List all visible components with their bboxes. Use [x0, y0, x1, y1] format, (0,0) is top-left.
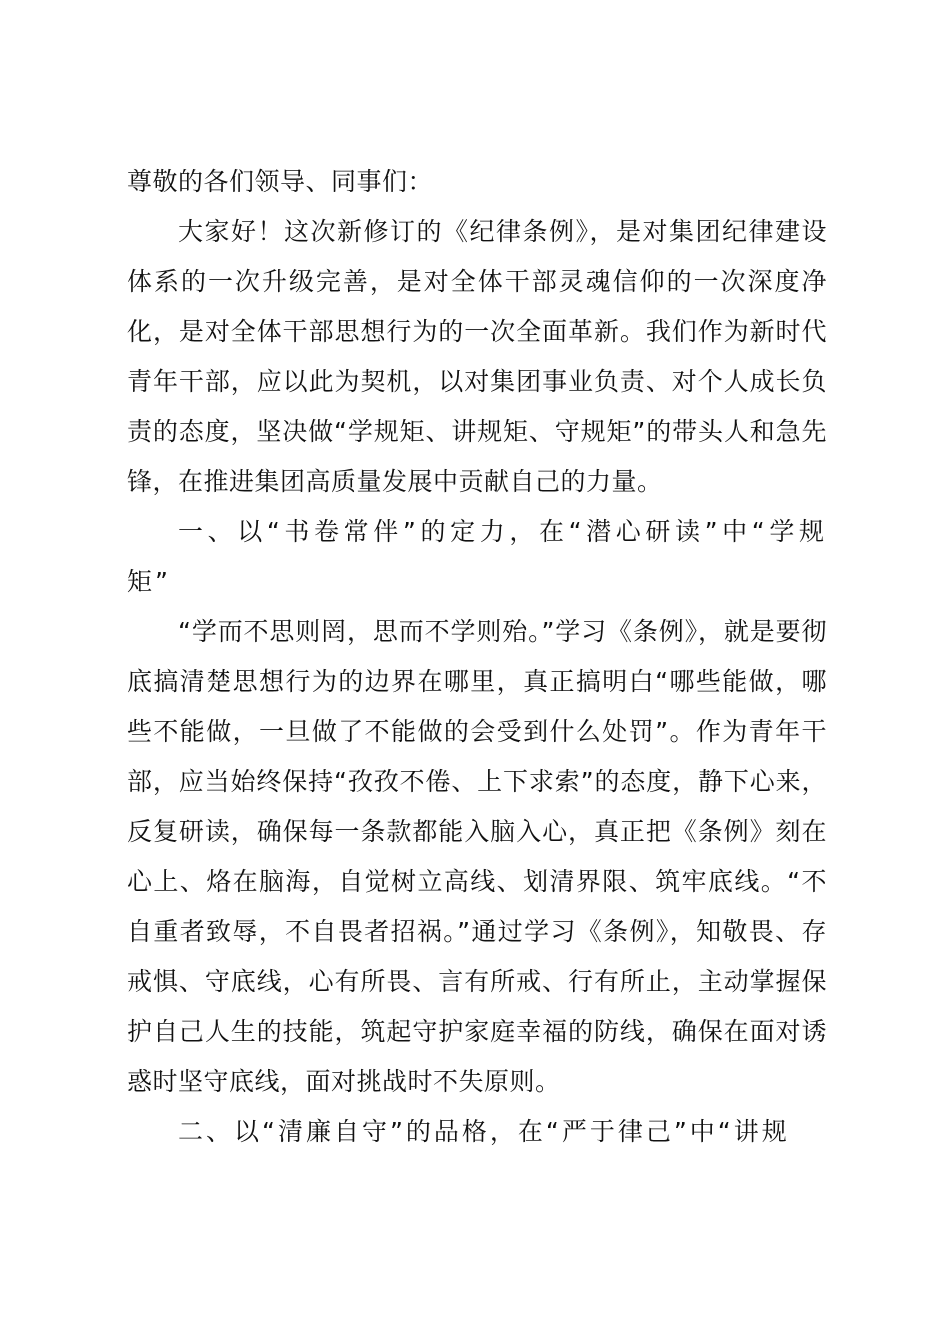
section-heading-2: 二、以“清廉自守”的品格，在“严于律己”中“讲规 [178, 1117, 790, 1146]
salutation: 尊敬的各们领导、同事们： [127, 167, 434, 196]
document-body [127, 157, 827, 1157]
section-heading-1: 一、以“书卷常伴”的定力，在“潜心研读”中“学规矩” [127, 517, 827, 596]
paragraph-intro: 大家好！这次新修订的《纪律条例》，是对集团纪律建设体系的一次升级完善，是对全体干部灵魂信仰的一次深度净化，是对全体干部思想行为的一次全面革新。我们作为新时代青年干部，应以此为契机，以对集团事业负责、对个人成长负责的态度，坚决做“学规矩、讲规矩、守规矩”的带头人和急先锋，在推进集团高质量发展中贡献自己的力量。 [127, 217, 827, 496]
paragraph-section-1: “学而不思则罔，思而不学则殆。”学习《条例》，就是要彻底搞清楚思想行为的边界在哪里，真正搞明白“哪些能做，哪些不能做，一旦做了不能做的会受到什么处罚”。作为青年干部，应当始终保持“孜孜不倦、上下求索”的态度，静下心来，反复研读，确保每一条款都能入脑入心，真正把《条例》刻在心上、烙在脑海，自觉树立高线、划清界限、筑牢底线。“不自重者致辱，不自畏者招祸。”通过学习《条例》，知敬畏、存戒惧、守底线，心有所畏、言有所戒、行有所止，主动掌握保护自己人生的技能，筑起守护家庭幸福的防线，确保在面对诱惑时坚守底线，面对挑战时不失原则。 [127, 617, 827, 1096]
